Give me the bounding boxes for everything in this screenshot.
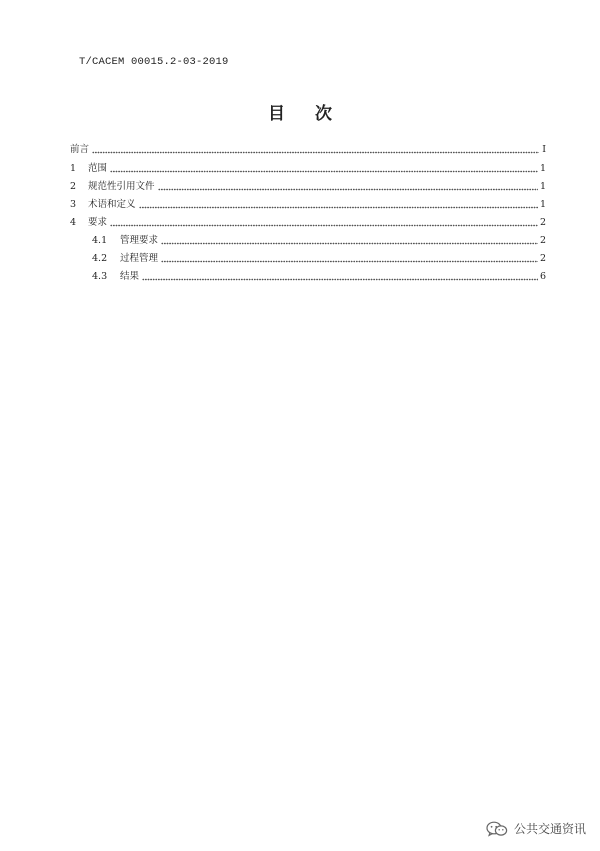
dot-leader: [139, 206, 538, 209]
toc-entry-label: 结果: [120, 271, 140, 282]
toc-entry-results[interactable]: [92, 269, 546, 283]
toc-entry-page: 1: [539, 181, 546, 192]
toc-entry-label: 过程管理: [120, 253, 159, 264]
toc-entry-label: 前言: [70, 144, 90, 155]
toc-entry-label: 要求: [88, 217, 108, 228]
toc-entry-number: 4.2: [92, 253, 108, 264]
toc-entry-label: 术语和定义: [88, 199, 136, 210]
document-code: T/CACEM 00015.2-03-2019: [79, 56, 229, 68]
wechat-icon: [486, 821, 508, 837]
toc-entry-label: 范围: [88, 163, 108, 174]
toc-entry-management-requirements[interactable]: [92, 233, 546, 247]
toc-title: [0, 99, 600, 124]
toc-entry-terms-definitions[interactable]: [70, 197, 546, 211]
toc-entry-page: I: [542, 144, 546, 155]
toc-entry-number: 2: [70, 181, 77, 192]
toc-entry-number: 4.3: [92, 271, 108, 282]
toc-entry-label: 管理要求: [120, 235, 159, 246]
toc-entry-number: 1: [70, 163, 77, 174]
toc-entry-process-management[interactable]: [92, 251, 546, 265]
toc-entry-scope[interactable]: [70, 161, 546, 175]
toc-entry-page: 2: [539, 235, 546, 246]
toc-entry-page: 2: [539, 217, 546, 228]
toc-entry-requirements[interactable]: [70, 215, 546, 229]
toc-entry-page: 1: [539, 199, 546, 210]
toc-entry-page: 1: [539, 163, 546, 174]
dot-leader: [110, 224, 538, 227]
dot-leader: [158, 188, 538, 191]
toc-entry-number: 4: [70, 217, 77, 228]
toc-title-char: 目: [268, 104, 285, 124]
toc-entry-number: 3: [70, 199, 77, 210]
dot-leader: [142, 278, 538, 281]
dot-leader: [110, 170, 538, 173]
dot-leader: [161, 242, 538, 245]
dot-leader: [161, 260, 538, 263]
watermark-text: 公共交通资讯: [513, 822, 586, 836]
toc-entry-foreword[interactable]: [70, 142, 546, 156]
toc-title-char: 次: [315, 104, 332, 124]
toc-entry-label: 规范性引用文件: [88, 181, 155, 192]
toc-entry-normative-references[interactable]: [70, 179, 546, 193]
toc-entry-number: 4.1: [92, 235, 108, 246]
toc-entry-page: 2: [539, 253, 546, 264]
toc-entry-page: 6: [539, 271, 546, 282]
watermark: [486, 820, 586, 837]
dot-leader: [92, 151, 539, 154]
